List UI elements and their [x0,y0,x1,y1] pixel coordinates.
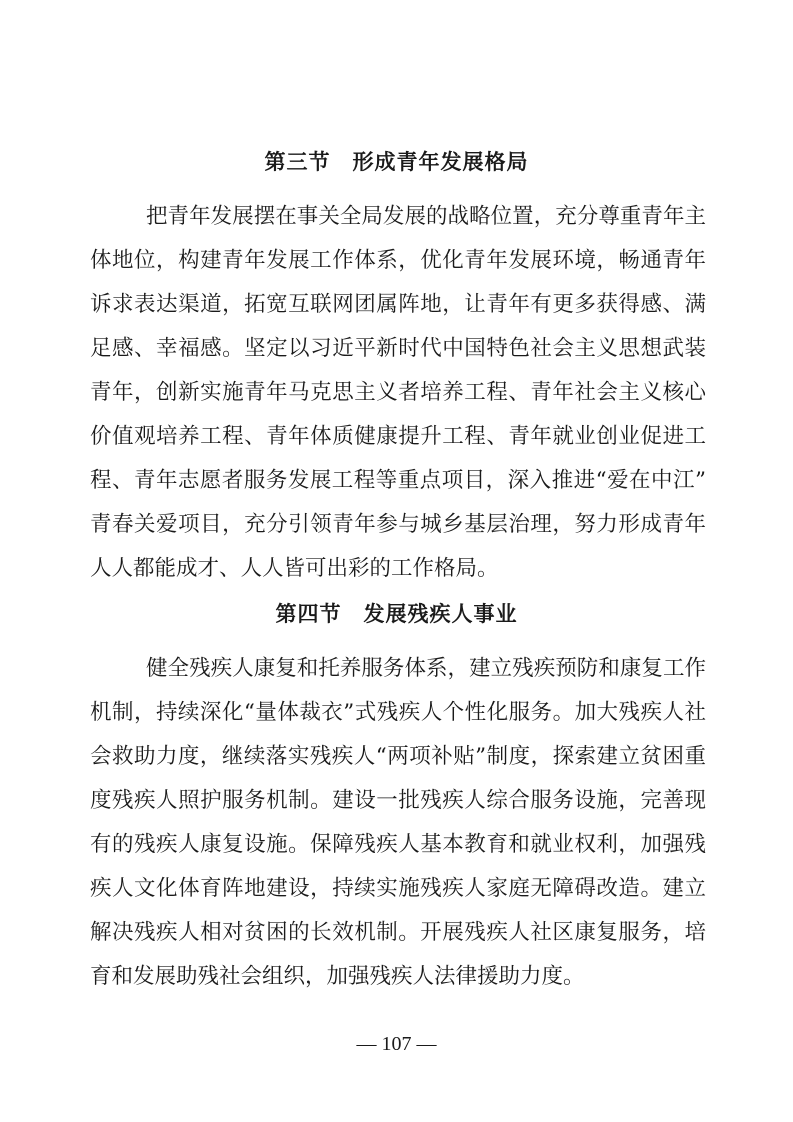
paragraph-line: 人人都能成才、人人皆可出彩的工作格局。 [90,556,499,581]
paragraph-line: 机制，持续深化“量体裁衣”式残疾人个性化服务。加大残疾人社 [90,700,706,725]
section-title-3: 第三节 形成青年发展格局 [264,150,529,174]
paragraph-line: 青春关爱项目，充分引领青年参与城乡基层治理，努力形成青年 [90,512,706,537]
paragraph-line: 健全残疾人康复和托养服务体系，建立残疾预防和康复工作 [146,656,706,681]
paragraph-line: 程、青年志愿者服务发展工程等重点项目，深入推进“爱在中江” [90,468,706,493]
paragraph-line: 诉求表达渠道，拓宽互联网团属阵地，让青年有更多获得感、满 [90,292,706,317]
page-number: — 107 — [356,1033,437,1055]
paragraph-line: 价值观培养工程、青年体质健康提升工程、青年就业创业促进工 [90,424,706,449]
paragraph-line: 度残疾人照护服务机制。建设一批残疾人综合服务设施，完善现 [90,788,706,813]
paragraph-line: 育和发展助残社会组织，加强残疾人法律援助力度。 [90,964,585,989]
paragraph-line: 体地位，构建青年发展工作体系，优化青年发展环境，畅通青年 [90,248,706,273]
paragraph-line: 青年，创新实施青年马克思主义者培养工程、青年社会主义核心 [90,380,706,405]
paragraph-line: 足感、幸福感。坚定以习近平新时代中国特色社会主义思想武装 [90,336,706,361]
paragraph-line: 把青年发展摆在事关全局发展的战略位置，充分尊重青年主 [146,204,706,229]
paragraph-line: 解决残疾人相对贫困的长效机制。开展残疾人社区康复服务，培 [90,920,706,945]
paragraph-line: 会救助力度，继续落实残疾人“两项补贴”制度，探索建立贫困重 [90,744,706,769]
paragraph-line: 疾人文化体育阵地建设，持续实施残疾人家庭无障碍改造。建立 [90,876,706,901]
paragraph-line: 有的残疾人康复设施。保障残疾人基本教育和就业权利，加强残 [90,832,706,857]
section-title-4: 第四节 发展残疾人事业 [275,602,518,626]
